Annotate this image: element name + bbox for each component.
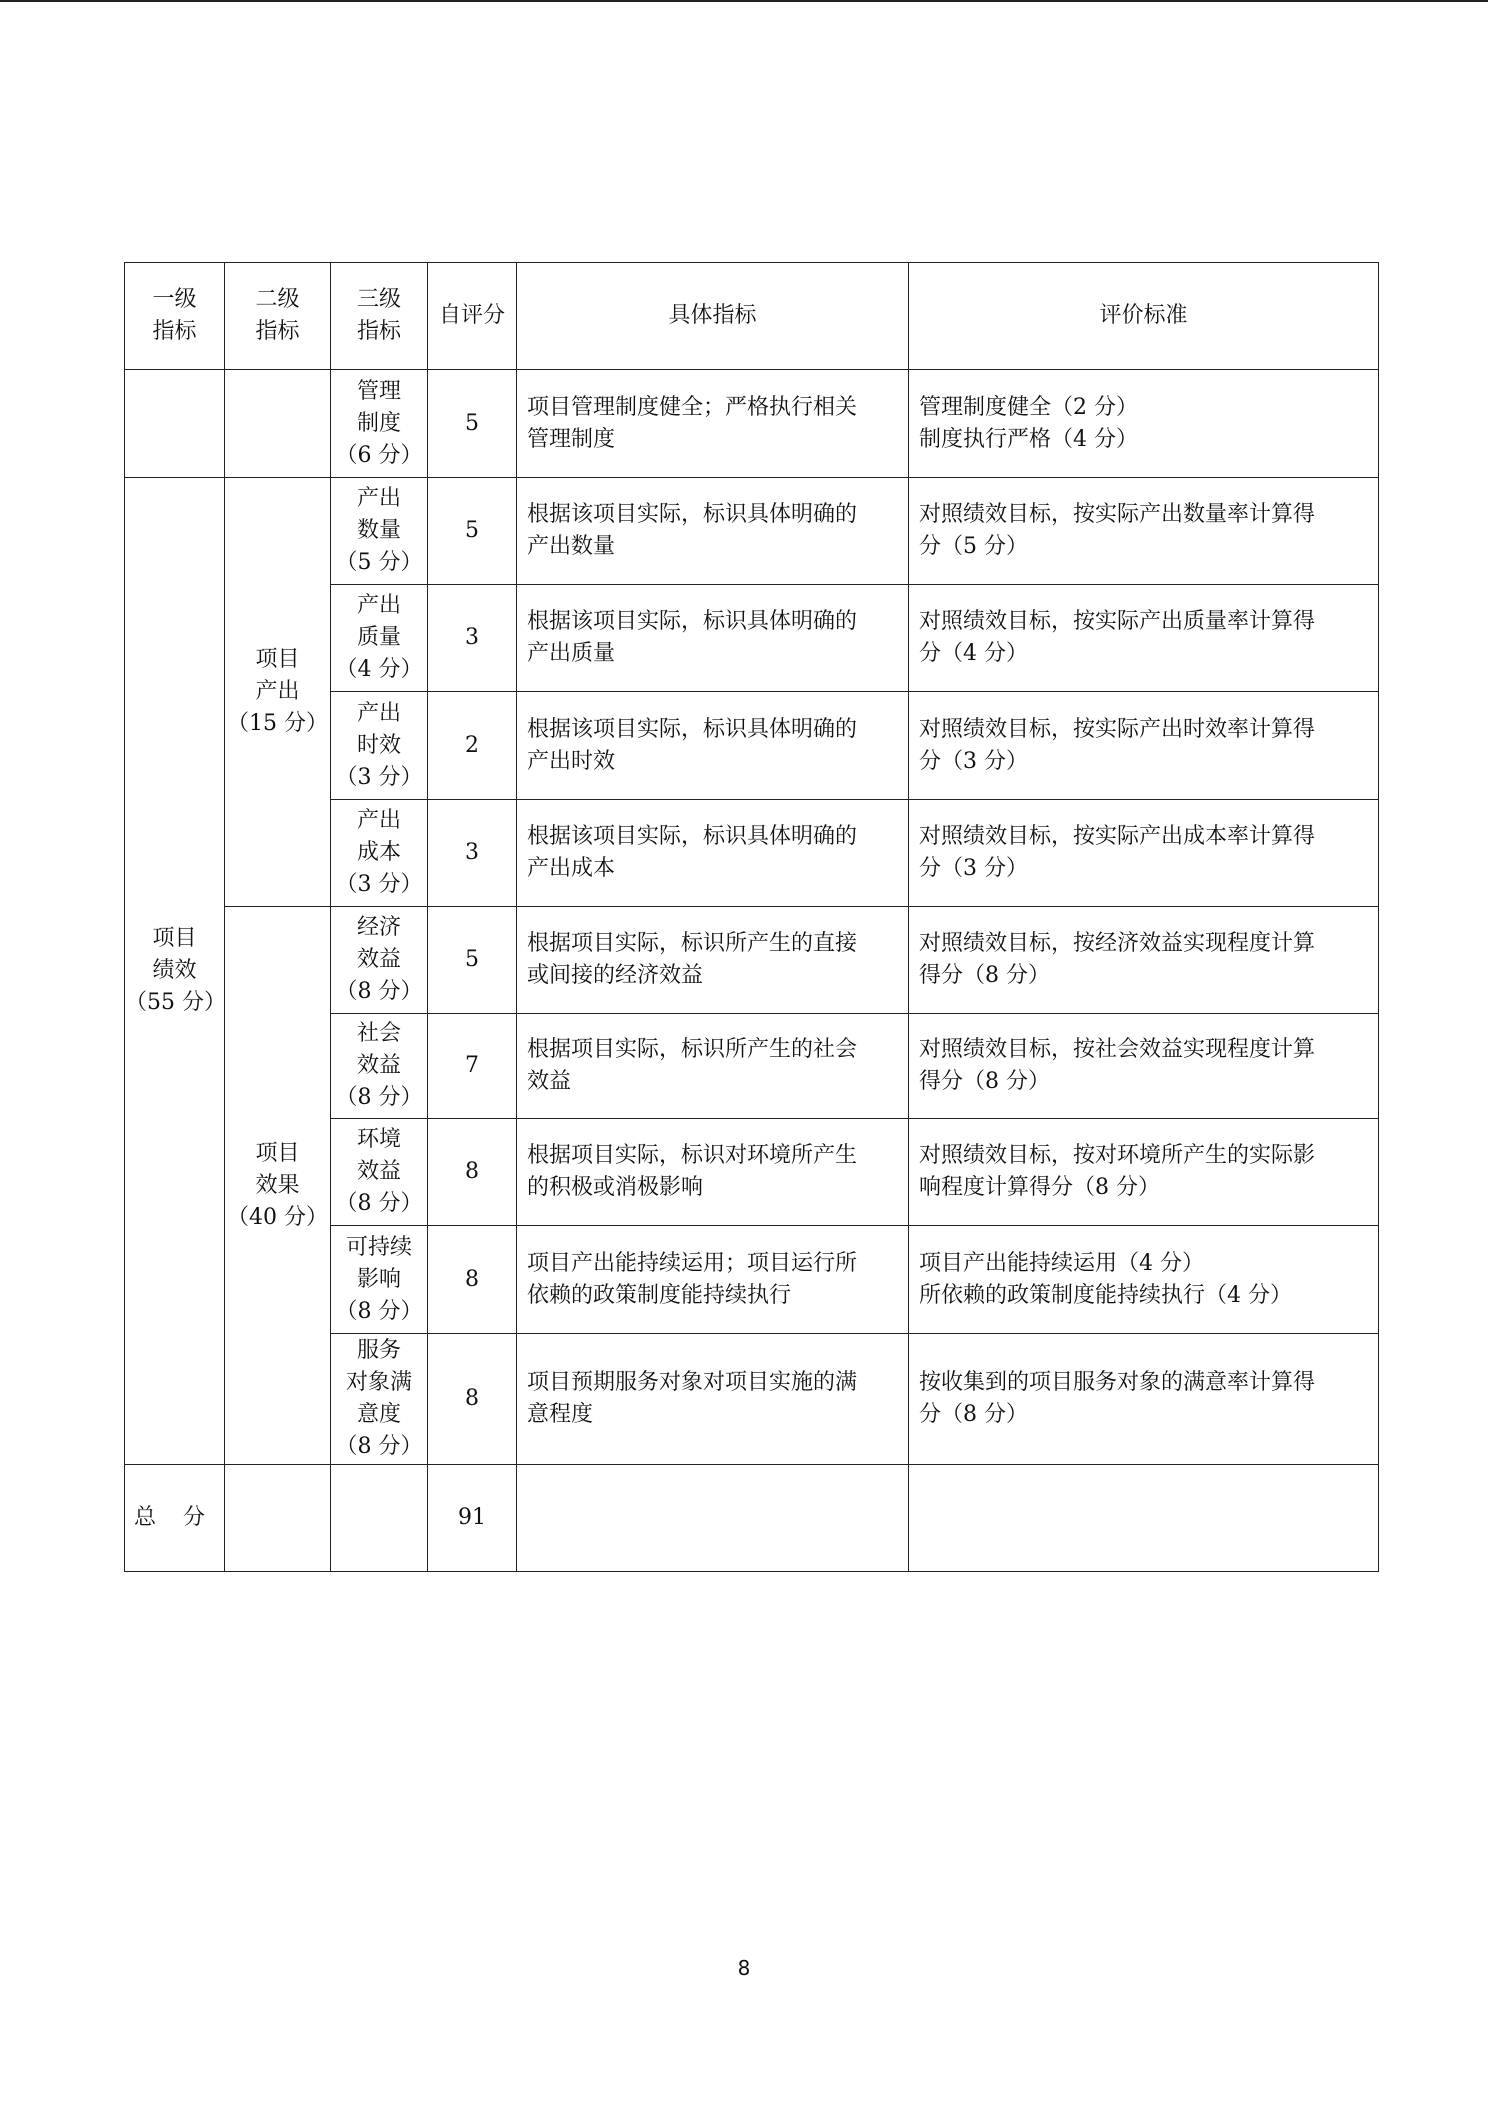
level3-cell: 社会 效益 （8 分） <box>331 1014 428 1119</box>
table-row <box>125 907 1379 1014</box>
score-cell: 3 <box>428 800 517 907</box>
level3-cell: 产出 数量 （5 分） <box>331 478 428 585</box>
indicator-cell: 项目管理制度健全；严格执行相关 管理制度 <box>517 370 909 478</box>
level1-empty-cell <box>125 370 225 478</box>
standard-cell: 对照绩效目标，按实际产出数量率计算得 分（5 分） <box>909 478 1379 585</box>
level2-empty-cell <box>225 370 331 478</box>
indicator-cell: 项目产出能持续运用；项目运行所 依赖的政策制度能持续执行 <box>517 1226 909 1334</box>
score-cell: 5 <box>428 478 517 585</box>
standard-cell: 对照绩效目标，按对环境所产生的实际影 响程度计算得分（8 分） <box>909 1119 1379 1226</box>
header-level3: 三级 指标 <box>331 263 428 370</box>
top-border-rule <box>0 0 1488 2</box>
level1-cell: 项目 绩效 （55 分） <box>125 478 225 1465</box>
level3-cell: 产出 时效 （3 分） <box>331 692 428 800</box>
score-cell: 8 <box>428 1334 517 1465</box>
total-empty-cell <box>517 1465 909 1572</box>
page-number: 8 <box>737 1956 751 1980</box>
indicator-cell: 根据项目实际，标识对环境所产生 的积极或消极影响 <box>517 1119 909 1226</box>
level3-cell: 产出 质量 （4 分） <box>331 585 428 692</box>
level3-cell: 经济 效益 （8 分） <box>331 907 428 1014</box>
indicator-cell: 根据该项目实际，标识具体明确的 产出数量 <box>517 478 909 585</box>
score-cell: 8 <box>428 1119 517 1226</box>
standard-cell: 对照绩效目标，按实际产出成本率计算得 分（3 分） <box>909 800 1379 907</box>
indicator-cell: 根据该项目实际，标识具体明确的 产出成本 <box>517 800 909 907</box>
standard-cell: 对照绩效目标，按实际产出质量率计算得 分（4 分） <box>909 585 1379 692</box>
level3-cell: 产出 成本 （3 分） <box>331 800 428 907</box>
level2-effect-cell: 项目 效果 （40 分） <box>225 907 331 1465</box>
total-row <box>125 1465 1379 1572</box>
header-indicator: 具体指标 <box>517 263 909 370</box>
standard-cell: 对照绩效目标，按社会效益实现程度计算 得分（8 分） <box>909 1014 1379 1119</box>
performance-evaluation-table <box>124 262 1379 1572</box>
header-self-score: 自评分 <box>428 263 517 370</box>
level3-cell: 可持续 影响 （8 分） <box>331 1226 428 1334</box>
table-header-row <box>125 263 1379 370</box>
standard-cell: 对照绩效目标，按实际产出时效率计算得 分（3 分） <box>909 692 1379 800</box>
table-row <box>125 370 1379 478</box>
total-score: 91 <box>428 1465 517 1572</box>
score-cell: 7 <box>428 1014 517 1119</box>
level3-cell: 服务 对象满 意度 （8 分） <box>331 1334 428 1465</box>
total-empty-cell <box>909 1465 1379 1572</box>
level2-output-cell: 项目 产出 （15 分） <box>225 478 331 907</box>
total-empty-cell <box>225 1465 331 1572</box>
indicator-cell: 根据该项目实际，标识具体明确的 产出质量 <box>517 585 909 692</box>
total-empty-cell <box>331 1465 428 1572</box>
indicator-cell: 根据该项目实际，标识具体明确的 产出时效 <box>517 692 909 800</box>
indicator-cell: 项目预期服务对象对项目实施的满 意程度 <box>517 1334 909 1465</box>
header-level1: 一级 指标 <box>125 263 225 370</box>
score-cell: 8 <box>428 1226 517 1334</box>
standard-cell: 按收集到的项目服务对象的满意率计算得 分（8 分） <box>909 1334 1379 1465</box>
standard-cell: 项目产出能持续运用（4 分） 所依赖的政策制度能持续执行（4 分） <box>909 1226 1379 1334</box>
total-label: 总 分 <box>125 1465 225 1572</box>
score-cell: 3 <box>428 585 517 692</box>
standard-cell: 管理制度健全（2 分） 制度执行严格（4 分） <box>909 370 1379 478</box>
level3-cell: 管理 制度 （6 分） <box>331 370 428 478</box>
indicator-cell: 根据项目实际，标识所产生的社会 效益 <box>517 1014 909 1119</box>
header-level2: 二级 指标 <box>225 263 331 370</box>
score-cell: 5 <box>428 907 517 1014</box>
level3-cell: 环境 效益 （8 分） <box>331 1119 428 1226</box>
table-row <box>125 478 1379 585</box>
score-cell: 2 <box>428 692 517 800</box>
indicator-cell: 根据项目实际，标识所产生的直接 或间接的经济效益 <box>517 907 909 1014</box>
standard-cell: 对照绩效目标，按经济效益实现程度计算 得分（8 分） <box>909 907 1379 1014</box>
header-standard: 评价标准 <box>909 263 1379 370</box>
score-cell: 5 <box>428 370 517 478</box>
